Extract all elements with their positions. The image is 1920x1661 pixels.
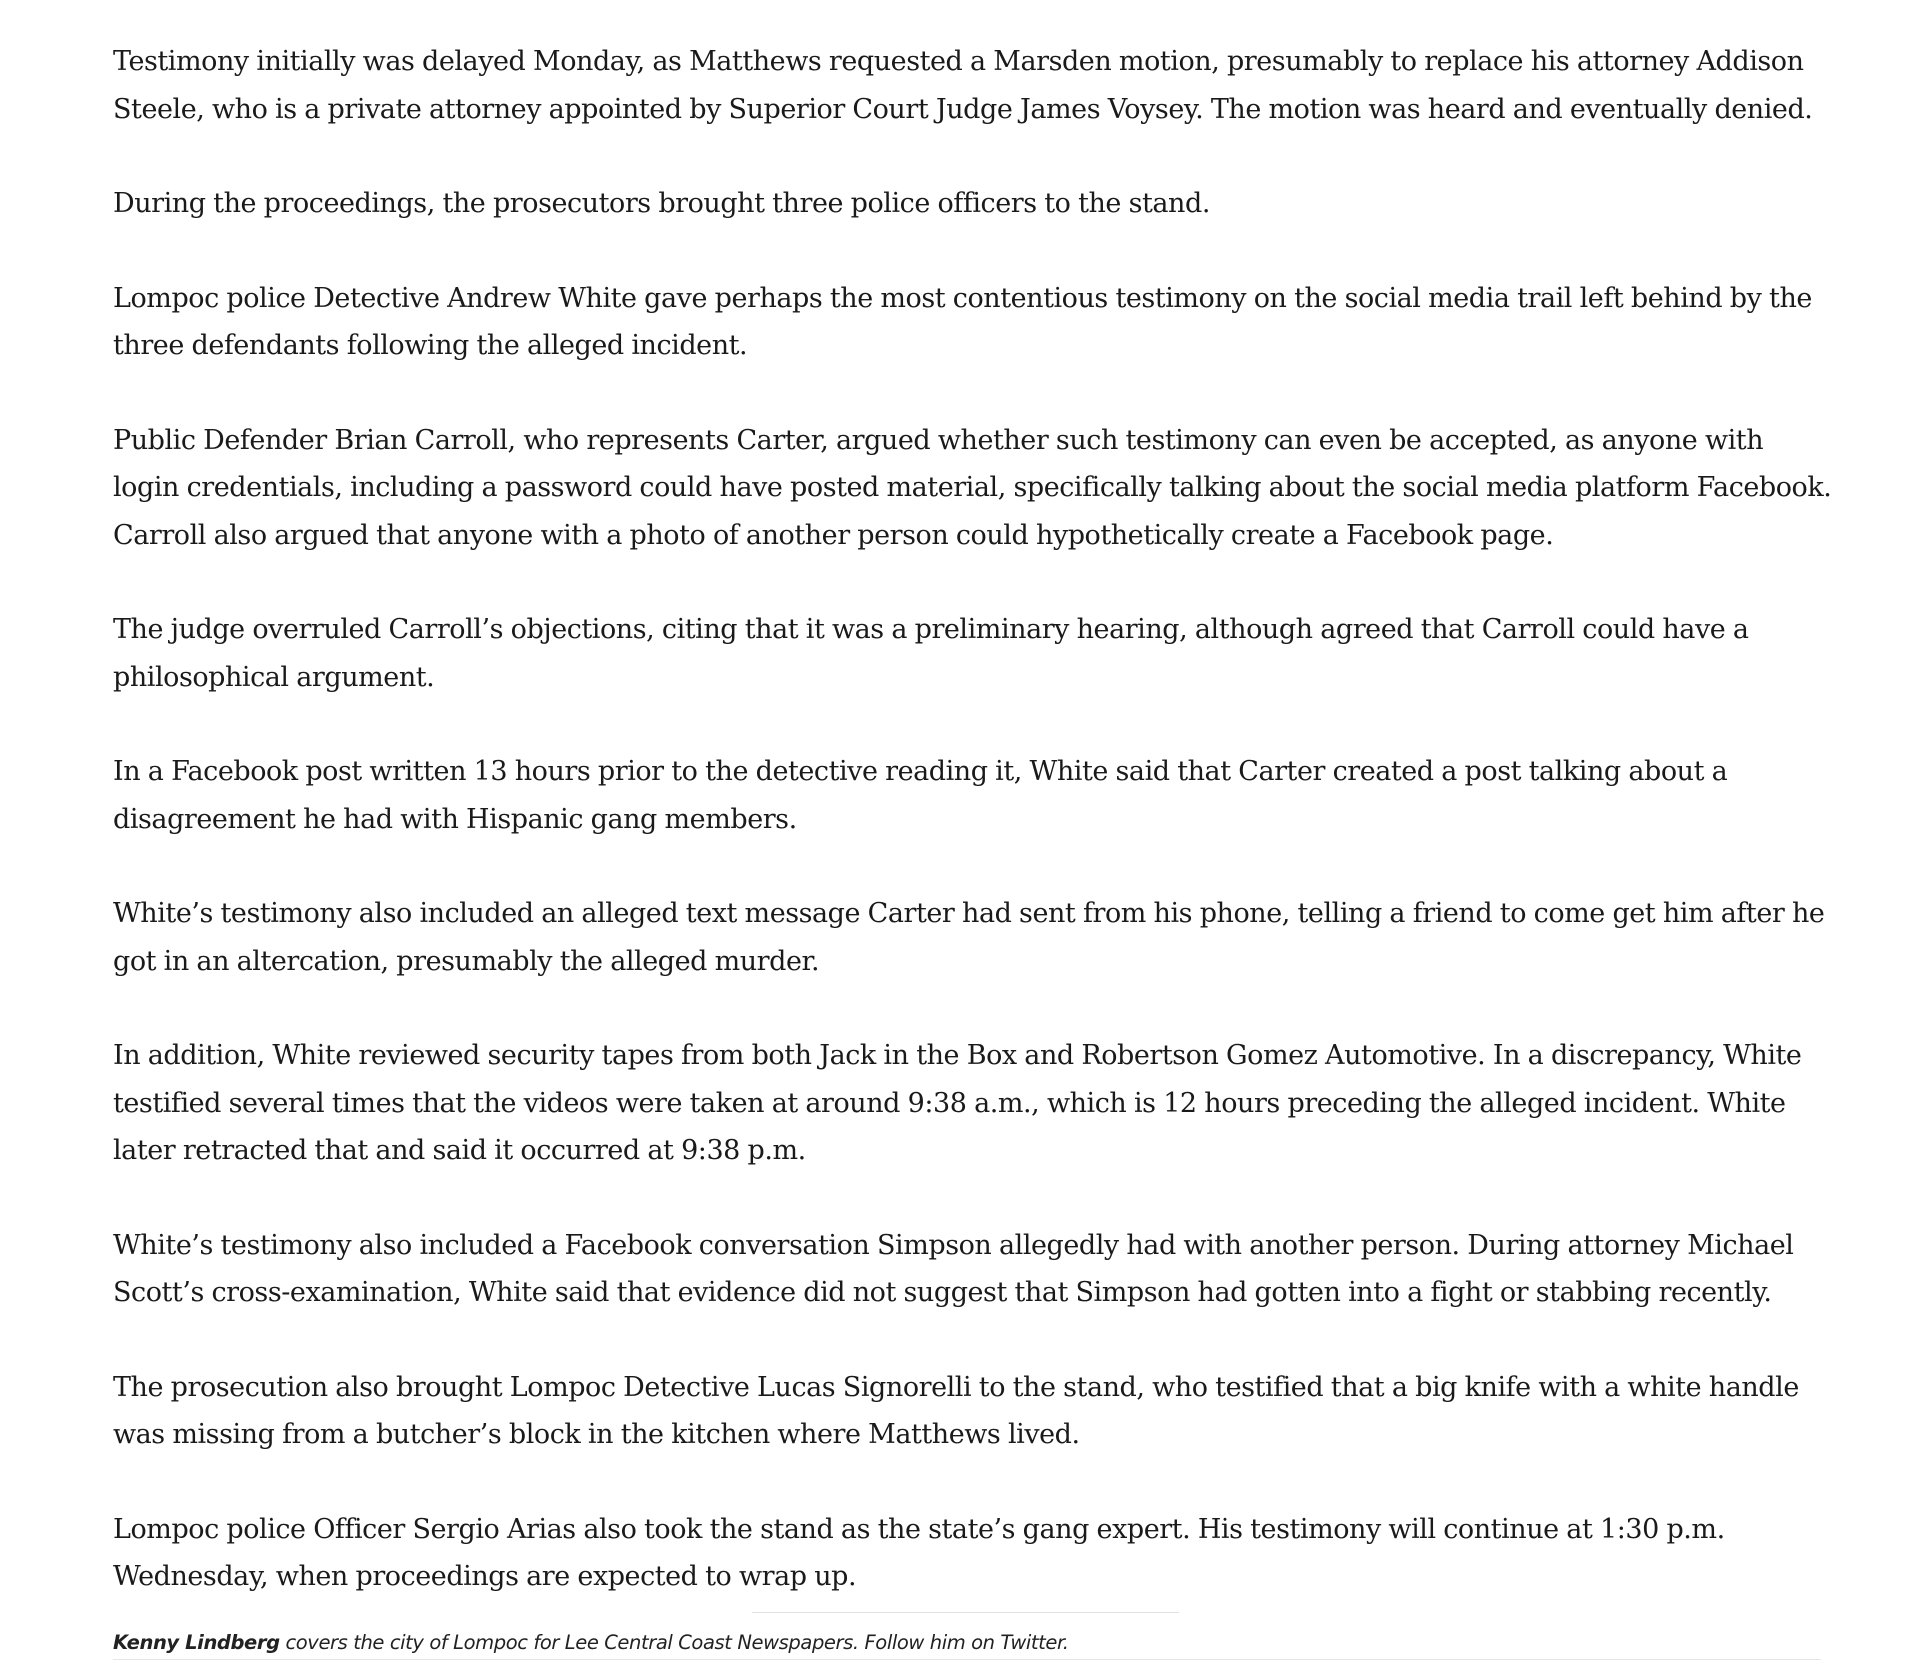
paragraph: Lompoc police Detective Andrew White gave perhaps the most contentious testimony on the social media trail left behind by the three defendants following the alleged incident. (113, 282, 1812, 361)
paragraph: Testimony initially was delayed Monday, as Matthews requested a Marsden motion, presumably to replace his attorney Addison Steele, who is a private attorney appointed by Superior Court Judge James Voysey. The motion was heard and eventually denied. (113, 46, 1813, 125)
article-body (113, 38, 1833, 1601)
paragraph: The prosecution also brought Lompoc Detective Lucas Signorelli to the stand, who testified that a big knife with a white handle was missing from a butcher’s block in the kitchen where Matthews lived. (113, 1371, 1799, 1450)
paragraph: In addition, White reviewed security tapes from both Jack in the Box and Robertson Gomez Automotive. In a discrepancy, White testified several times that the videos were taken at around 9:38 a.m., which is 12 hours preceding the alleged incident. White later retracted that and said it occurred at 9:38 p.m. (113, 1040, 1802, 1166)
bottom-divider (113, 1659, 1821, 1660)
paragraph: Public Defender Brian Carroll, who represents Carter, argued whether such testimony can even be accepted, as anyone with login credentials, including a password could have posted material, specifically talking about the social media platform Facebook. Carroll also argued that anyone with a photo of another person could hypothetically create a Facebook page. (113, 424, 1832, 551)
paragraph: The judge overruled Carroll’s objections, citing that it was a preliminary hearing, although agreed that Carroll could have a philosophical argument. (113, 614, 1749, 693)
paragraph: In a Facebook post written 13 hours prior to the detective reading it, White said that Carter created a post talking about a disagreement he had with Hispanic gang members. (113, 756, 1728, 835)
paragraph: White’s testimony also included a Facebook conversation Simpson allegedly had with another person. During attorney Michael Scott’s cross-examination, White said that evidence did not suggest that Simpson had gotten into a fight or stabbing recently. (113, 1229, 1794, 1308)
paragraph: Lompoc police Officer Sergio Arias also took the stand as the state’s gang expert. His testimony will continue at 1:30 p.m. Wednesday, when proceedings are expected to wrap up. (113, 1513, 1725, 1592)
author-name[interactable]: Kenny Lindberg (113, 1631, 280, 1654)
tagline-text: covers the city of Lompoc for Lee Central Coast Newspapers. Follow him on Twitter. (279, 1631, 1069, 1654)
paragraph: During the proceedings, the prosecutors brought three police officers to the stand. (113, 188, 1210, 219)
author-tagline (113, 1630, 1069, 1656)
paragraph: White’s testimony also included an alleged text message Carter had sent from his phone, telling a friend to come get him after he got in an altercation, presumably the alleged murder. (113, 898, 1825, 977)
tagline-divider (752, 1612, 1179, 1613)
